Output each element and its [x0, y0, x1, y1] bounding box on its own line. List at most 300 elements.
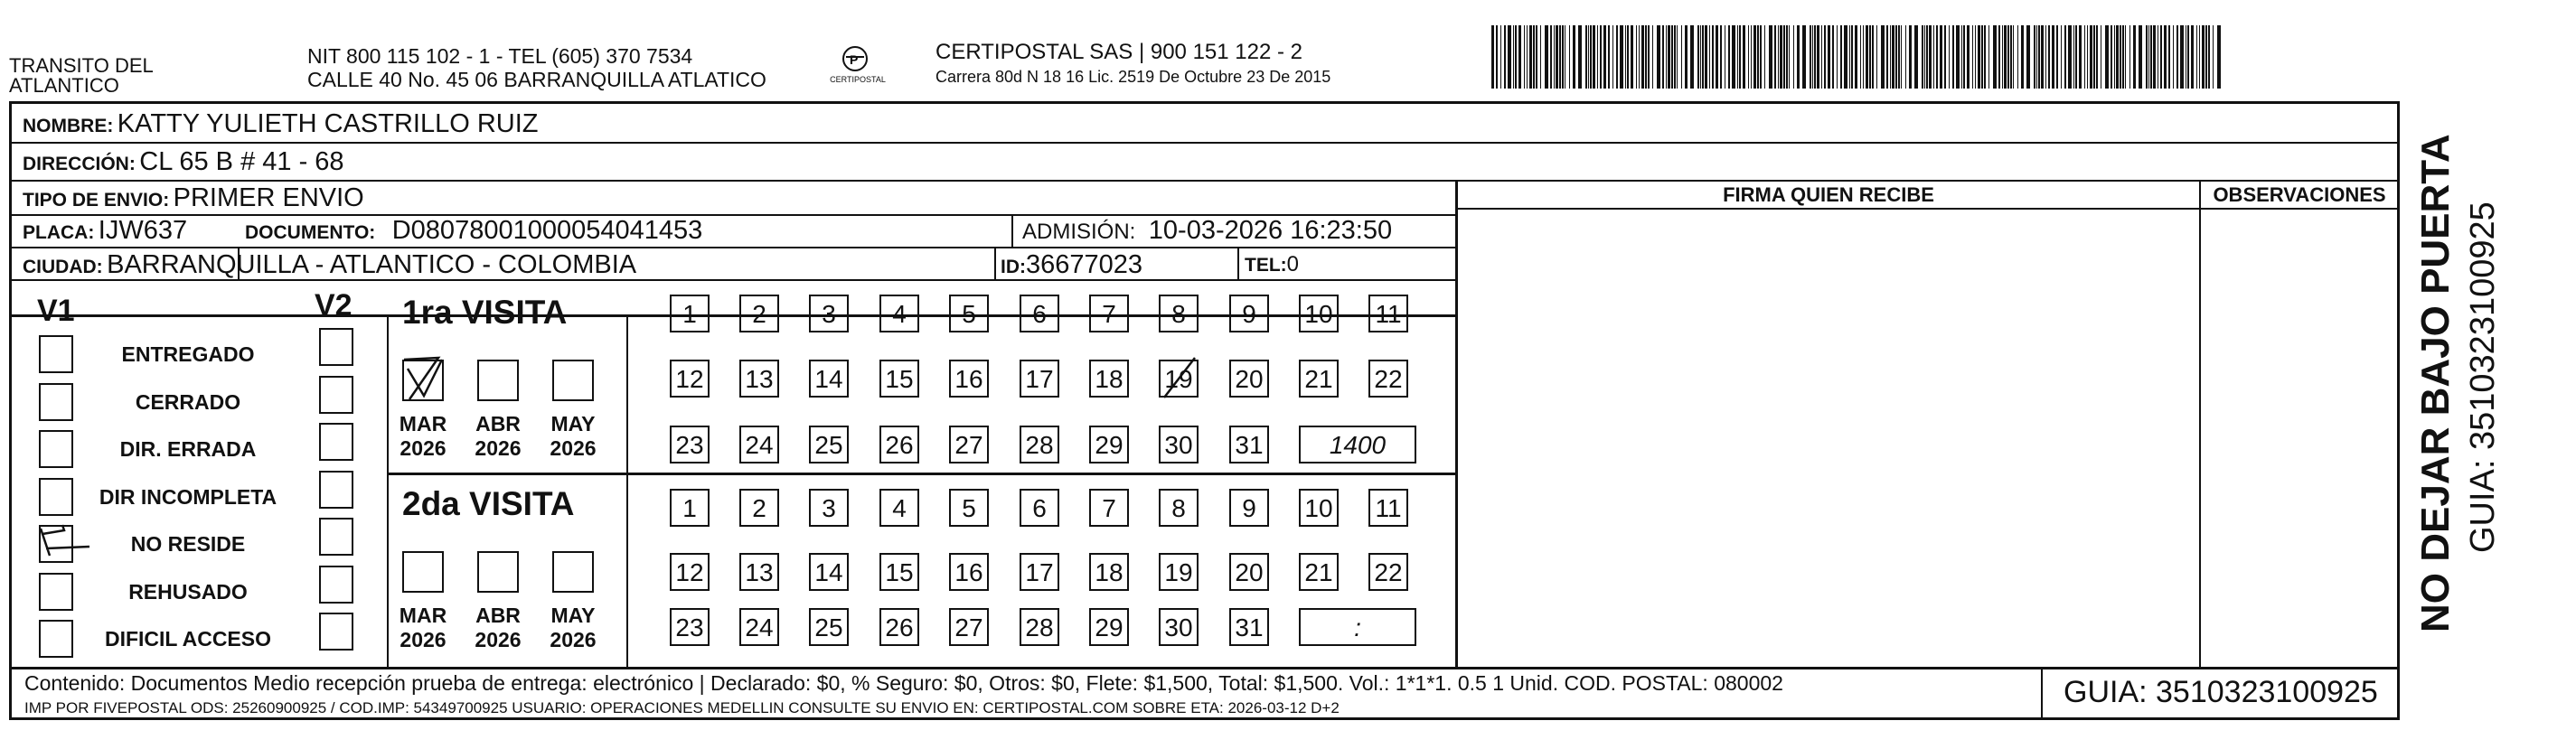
org-name — [9, 54, 154, 98]
barcode-bar — [1797, 25, 1800, 89]
barcode-bar — [1769, 25, 1772, 89]
v2-checkbox[interactable] — [319, 613, 353, 651]
barcode-bar — [1890, 25, 1891, 89]
day-box-3[interactable]: 3 — [809, 295, 849, 332]
barcode-bar — [1760, 25, 1762, 89]
day-box-28[interactable]: 28 — [1020, 608, 1059, 646]
barcode-bar — [1709, 25, 1710, 89]
barcode-bar — [2213, 25, 2214, 89]
visit-2-title: 2da VISITA — [402, 485, 575, 522]
admision-value: 10-03-2026 16:23:50 — [1148, 216, 1393, 245]
barcode-bar — [1944, 25, 1946, 89]
day-box-1[interactable]: 1 — [670, 295, 710, 332]
address-line: CALLE 40 No. 45 06 BARRANQUILLA ATLATICO — [307, 68, 766, 91]
barcode-bar — [1780, 25, 1782, 89]
v1-checkbox[interactable] — [39, 383, 73, 421]
barcode-bar — [1700, 25, 1701, 89]
barcode-bar — [1812, 25, 1813, 89]
barcode-bar — [1573, 25, 1575, 89]
day-box-3[interactable]: 3 — [809, 489, 849, 527]
barcode-bar — [2176, 25, 2178, 89]
day-box-21[interactable]: 21 — [1299, 360, 1339, 398]
barcode-bar — [2004, 25, 2007, 89]
status-label: NO RESIDE — [130, 532, 246, 556]
month-year: 2026 — [400, 436, 447, 460]
day-box-12[interactable]: 12 — [670, 553, 710, 591]
day-box-10[interactable]: 10 — [1299, 295, 1339, 332]
barcode-bar — [1844, 25, 1847, 89]
status-label: DIFICIL ACCESO — [104, 627, 271, 651]
documento-label: DOCUMENTO: — [245, 222, 376, 243]
month-name: ABR — [475, 604, 521, 627]
barcode-bar — [2048, 25, 2050, 89]
day-box-26[interactable]: 26 — [879, 426, 919, 463]
barcode-bar — [2217, 25, 2221, 89]
v2-checkbox[interactable] — [319, 376, 353, 414]
day-box-1[interactable]: 1 — [670, 489, 710, 527]
barcode-bar — [1814, 25, 1816, 89]
day-box-31[interactable]: 31 — [1229, 426, 1269, 463]
barcode-bar — [1892, 25, 1894, 89]
day-box-30[interactable]: 30 — [1159, 608, 1199, 646]
barcode-bar — [1681, 25, 1682, 89]
barcode-bar — [2010, 25, 2012, 89]
time-box[interactable]: 1400 — [1299, 426, 1416, 463]
barcode-bar — [1895, 25, 1897, 89]
barcode-bar — [1702, 25, 1704, 89]
barcode-bar — [2187, 25, 2189, 89]
barcode-bar — [1504, 25, 1506, 89]
day-mark — [1159, 356, 1204, 401]
barcode-bar — [1627, 25, 1629, 89]
day-box-15[interactable]: 15 — [879, 360, 919, 398]
month-name: MAR — [399, 412, 447, 435]
barcode-bar — [1764, 25, 1765, 89]
day-box-2[interactable]: 2 — [739, 295, 779, 332]
day-box-27[interactable]: 27 — [949, 608, 989, 646]
barcode-bar — [1898, 25, 1900, 89]
barcode-bar — [1671, 25, 1673, 89]
id-cell — [1001, 250, 1142, 280]
month-label — [391, 412, 455, 461]
barcode-bar — [1863, 25, 1864, 89]
barcode-bar — [1500, 25, 1501, 89]
barcode-bar — [2061, 25, 2062, 89]
day-box-17[interactable]: 17 — [1020, 360, 1059, 398]
barcode-bar — [2056, 25, 2058, 89]
day-box-23[interactable]: 23 — [670, 426, 710, 463]
placa-label: PLACA: — [23, 222, 95, 243]
day-box-14[interactable]: 14 — [809, 553, 849, 591]
day-box-15[interactable]: 15 — [879, 553, 919, 591]
barcode-bar — [2013, 25, 2014, 89]
barcode-bar — [2146, 25, 2148, 89]
month-checkbox-mar[interactable] — [402, 360, 444, 401]
barcode-bar — [1562, 25, 1564, 89]
barcode-bar — [2180, 25, 2184, 89]
ciudad-value: BARRANQUILLA - ATLANTICO - COLOMBIA — [107, 250, 637, 279]
barcode-bar — [2160, 25, 2162, 89]
day-box-6[interactable]: 6 — [1020, 295, 1059, 332]
day-box-26[interactable]: 26 — [879, 608, 919, 646]
barcode-bar — [1545, 25, 1548, 89]
barcode-bar — [1751, 25, 1752, 89]
month-year: 2026 — [550, 628, 597, 651]
day-box-9[interactable]: 9 — [1229, 295, 1269, 332]
day-box-19[interactable]: 19 — [1159, 360, 1199, 398]
visit-1-title: 1ra VISITA — [402, 294, 568, 331]
barcode-bar — [1668, 25, 1670, 89]
day-box-19[interactable]: 19 — [1159, 553, 1199, 591]
barcode-bar — [1496, 25, 1498, 89]
barcode-bar — [1657, 25, 1660, 89]
day-box-24[interactable]: 24 — [739, 608, 779, 646]
day-box-21[interactable]: 21 — [1299, 553, 1339, 591]
org-line-1: TRANSITO DEL — [9, 54, 154, 77]
day-box-16[interactable]: 16 — [949, 360, 989, 398]
barcode-bar — [2153, 25, 2156, 89]
guia-footer: GUIA: 3510323100925 — [2064, 675, 2378, 709]
day-box-20[interactable]: 20 — [1229, 360, 1269, 398]
barcode-bar — [2202, 25, 2205, 89]
barcode-bar — [1593, 25, 1595, 89]
day-box-29[interactable]: 29 — [1089, 426, 1129, 463]
barcode-bar — [1648, 25, 1650, 89]
day-box-18[interactable]: 18 — [1089, 360, 1129, 398]
barcode-bar — [1753, 25, 1756, 89]
barcode-bar — [2007, 25, 2009, 89]
day-box-11[interactable]: 11 — [1368, 489, 1408, 527]
month-checkbox-may[interactable] — [552, 360, 594, 401]
company-line: CERTIPOSTAL SAS | 900 151 122 - 2 — [935, 40, 1302, 64]
barcode-bar — [1662, 25, 1664, 89]
barcode-bar — [2034, 25, 2035, 89]
barcode-bar — [1757, 25, 1759, 89]
day-box-25[interactable]: 25 — [809, 426, 849, 463]
barcode-bar — [2105, 25, 2109, 89]
v1-checkbox[interactable] — [39, 478, 73, 516]
barcode-bar — [1993, 25, 1997, 89]
barcode-bar — [2064, 25, 2066, 89]
barcode-bar — [1712, 25, 1714, 89]
barcode-bar — [1956, 25, 1960, 89]
month-checkbox-abr[interactable] — [477, 360, 519, 401]
barcode-bar — [2073, 25, 2074, 89]
direccion-label: DIRECCIÓN: — [23, 154, 136, 174]
month-year: 2026 — [400, 628, 447, 651]
nombre-value: KATTY YULIETH CASTRILLO RUIZ — [117, 109, 539, 138]
day-box-18[interactable]: 18 — [1089, 553, 1129, 591]
barcode-bar — [1590, 25, 1592, 89]
day-box-22[interactable]: 22 — [1368, 553, 1408, 591]
barcode-bar — [2120, 25, 2121, 89]
barcode-bar — [1616, 25, 1618, 89]
barcode-bar — [1922, 25, 1923, 89]
day-box-23[interactable]: 23 — [670, 608, 710, 646]
barcode-bar — [2068, 25, 2072, 89]
barcode-bar — [1508, 25, 1511, 89]
placa-row — [23, 216, 187, 246]
barcode-bar — [1533, 25, 1535, 89]
barcode-bar — [1569, 25, 1570, 89]
v2-checkbox[interactable] — [319, 518, 353, 556]
day-box-24[interactable]: 24 — [739, 426, 779, 463]
barcode-bar — [1748, 25, 1749, 89]
day-box-4[interactable]: 4 — [879, 295, 919, 332]
barcode-bar — [1793, 25, 1794, 89]
v1-heading: V1 — [37, 294, 75, 328]
barcode-bar — [1518, 25, 1521, 89]
barcode-bar — [1737, 25, 1738, 89]
admision-label: ADMISIÓN: — [1022, 220, 1136, 244]
day-box-7[interactable]: 7 — [1089, 295, 1129, 332]
day-box-17[interactable]: 17 — [1020, 553, 1059, 591]
barcode-bar — [1588, 25, 1589, 89]
barcode-bar — [2168, 25, 2170, 89]
barcode-bar — [1963, 25, 1965, 89]
org-line-2: ATLANTICO — [9, 74, 119, 97]
barcode — [1491, 25, 2225, 89]
barcode-bar — [1961, 25, 1962, 89]
barcode-bar — [2164, 25, 2167, 89]
barcode-bar — [2084, 25, 2085, 89]
month-checkbox-abr[interactable] — [477, 551, 519, 593]
v1-checkbox[interactable] — [39, 430, 73, 468]
barcode-bar — [2125, 25, 2126, 89]
barcode-bar — [1984, 25, 1986, 89]
logo-text: CERTIPOSTAL — [830, 75, 886, 84]
barcode-bar — [1612, 25, 1613, 89]
barcode-bar — [1705, 25, 1707, 89]
barcode-bar — [1886, 25, 1888, 89]
month-name: ABR — [475, 412, 521, 435]
barcode-bar — [1636, 25, 1637, 89]
svg-text:P: P — [850, 52, 859, 67]
barcode-bar — [1786, 25, 1788, 89]
barcode-bar — [1550, 25, 1552, 89]
day-box-4[interactable]: 4 — [879, 489, 919, 527]
barcode-bar — [2148, 25, 2149, 89]
firma-heading: FIRMA QUIEN RECIBE — [1723, 183, 1934, 206]
id-value: 36677023 — [1026, 250, 1143, 279]
barcode-bar — [1631, 25, 1633, 89]
tipo-value: PRIMER ENVIO — [173, 183, 364, 212]
day-box-16[interactable]: 16 — [949, 553, 989, 591]
barcode-bar — [1876, 25, 1877, 89]
day-box-5[interactable]: 5 — [949, 295, 989, 332]
day-box-10[interactable]: 10 — [1299, 489, 1339, 527]
tipo-label: TIPO DE ENVIO: — [23, 190, 170, 211]
barcode-bar — [1625, 25, 1626, 89]
day-box-7[interactable]: 7 — [1089, 489, 1129, 527]
barcode-bar — [1603, 25, 1606, 89]
barcode-bar — [1666, 25, 1667, 89]
status-label: REHUSADO — [128, 579, 248, 604]
barcode-bar — [1685, 25, 1688, 89]
v2-checkbox[interactable] — [319, 566, 353, 604]
day-box-13[interactable]: 13 — [739, 360, 779, 398]
barcode-bar — [1855, 25, 1857, 89]
barcode-bar — [2079, 25, 2082, 89]
barcode-bar — [2208, 25, 2210, 89]
barcode-bar — [1810, 25, 1811, 89]
nombre-row — [23, 109, 539, 139]
v2-checkbox[interactable] — [319, 423, 353, 461]
day-box-5[interactable]: 5 — [949, 489, 989, 527]
barcode-bar — [1840, 25, 1842, 89]
day-box-22[interactable]: 22 — [1368, 360, 1408, 398]
day-box-8[interactable]: 8 — [1159, 489, 1199, 527]
ciudad-row — [23, 250, 636, 280]
barcode-bar — [1972, 25, 1973, 89]
barcode-bar — [1677, 25, 1678, 89]
barcode-bar — [2096, 25, 2098, 89]
month-year: 2026 — [550, 436, 597, 460]
v2-checkbox[interactable] — [319, 328, 353, 366]
barcode-bar — [1824, 25, 1826, 89]
barcode-bar — [1828, 25, 1830, 89]
barcode-bar — [1652, 25, 1653, 89]
direccion-row — [23, 147, 344, 177]
tel-cell — [1245, 252, 1299, 277]
barcode-bar — [1527, 25, 1528, 89]
barcode-bar — [1802, 25, 1806, 89]
day-box-6[interactable]: 6 — [1020, 489, 1059, 527]
day-box-14[interactable]: 14 — [809, 360, 849, 398]
barcode-bar — [1821, 25, 1822, 89]
day-box-31[interactable]: 31 — [1229, 608, 1269, 646]
barcode-bar — [1608, 25, 1610, 89]
status-label: DIR. ERRADA — [119, 437, 257, 461]
v1-checkbox[interactable] — [39, 525, 73, 563]
barcode-bar — [1949, 25, 1950, 89]
barcode-bar — [1981, 25, 1983, 89]
day-box-28[interactable]: 28 — [1020, 426, 1059, 463]
tel-label: TEL: — [1245, 255, 1287, 276]
guide-form — [9, 101, 2400, 720]
month-label — [391, 604, 455, 652]
barcode-bar — [2090, 25, 2092, 89]
barcode-bar — [1926, 25, 1928, 89]
v1-checkbox[interactable] — [39, 573, 73, 611]
barcode-bar — [2038, 25, 2040, 89]
contenido-text: Contenido: Documentos Medio recepción prueba de entrega: electrónico | Declarado: $0, % Seguro: $0, Otros: $0, Flete: $1,500, Total: $1,500. Vol.: 1*1*1. 0.5 1 Unid. COD. POSTAL: 080002 — [24, 671, 1783, 695]
barcode-bar — [1929, 25, 1932, 89]
month-label — [466, 604, 530, 652]
side-guia-text: GUIA: 3510323100925 — [2464, 201, 2502, 553]
time-box[interactable]: : — [1299, 608, 1416, 646]
barcode-bar — [1578, 25, 1582, 89]
barcode-bar — [1639, 25, 1640, 89]
direccion-value: CL 65 B # 41 - 68 — [139, 147, 344, 176]
day-box-8[interactable]: 8 — [1159, 295, 1199, 332]
barcode-bar — [2052, 25, 2054, 89]
month-checkbox-may[interactable] — [552, 551, 594, 593]
license-line: Carrera 80d N 18 16 Lic. 2519 De Octubre 23 De 2015 — [935, 68, 1331, 86]
barcode-bar — [1881, 25, 1885, 89]
barcode-bar — [1559, 25, 1561, 89]
barcode-bar — [2150, 25, 2152, 89]
v1-checkbox[interactable] — [39, 335, 73, 373]
barcode-bar — [1952, 25, 1954, 89]
barcode-bar — [1513, 25, 1514, 89]
placa-value: IJW637 — [98, 216, 188, 245]
barcode-bar — [1585, 25, 1587, 89]
barcode-bar — [2196, 25, 2197, 89]
v1-checkbox[interactable] — [39, 620, 73, 658]
barcode-bar — [2133, 25, 2136, 89]
barcode-bar — [1936, 25, 1938, 89]
barcode-bar — [1924, 25, 1925, 89]
day-box-29[interactable]: 29 — [1089, 608, 1129, 646]
month-year: 2026 — [475, 628, 522, 651]
barcode-bar — [2041, 25, 2044, 89]
barcode-bar — [1914, 25, 1918, 89]
barcode-bar — [1849, 25, 1850, 89]
day-box-9[interactable]: 9 — [1229, 489, 1269, 527]
barcode-bar — [2036, 25, 2037, 89]
barcode-bar — [2173, 25, 2174, 89]
observaciones-heading: OBSERVACIONES — [2213, 183, 2386, 206]
day-box-2[interactable]: 2 — [739, 489, 779, 527]
certipostal-logo — [813, 41, 897, 93]
barcode-bar — [2139, 25, 2142, 89]
barcode-bar — [1674, 25, 1676, 89]
barcode-bar — [2122, 25, 2124, 89]
day-box-25[interactable]: 25 — [809, 608, 849, 646]
nombre-label: NOMBRE: — [23, 116, 114, 136]
barcode-bar — [2093, 25, 2095, 89]
day-box-27[interactable]: 27 — [949, 426, 989, 463]
month-name: MAR — [399, 604, 447, 627]
day-box-30[interactable]: 30 — [1159, 426, 1199, 463]
barcode-bar — [1743, 25, 1745, 89]
id-label: ID: — [1001, 257, 1026, 277]
day-box-13[interactable]: 13 — [739, 553, 779, 591]
barcode-bar — [1515, 25, 1517, 89]
barcode-bar — [1789, 25, 1790, 89]
barcode-bar — [1716, 25, 1718, 89]
barcode-bar — [1860, 25, 1861, 89]
day-box-12[interactable]: 12 — [670, 360, 710, 398]
barcode-bar — [1720, 25, 1722, 89]
barcode-bar — [2002, 25, 2003, 89]
barcode-bar — [1978, 25, 1980, 89]
barcode-bar — [1909, 25, 1912, 89]
documento-cell — [245, 216, 702, 246]
barcode-bar — [1988, 25, 1989, 89]
month-year: 2026 — [475, 436, 522, 460]
barcode-bar — [1697, 25, 1699, 89]
barcode-bar — [1933, 25, 1934, 89]
month-checkbox-mar[interactable] — [402, 551, 444, 593]
barcode-bar — [1851, 25, 1853, 89]
barcode-bar — [2116, 25, 2119, 89]
tipo-row — [23, 183, 364, 213]
barcode-bar — [2026, 25, 2030, 89]
barcode-bar — [1967, 25, 1970, 89]
barcode-bar — [2045, 25, 2046, 89]
barcode-bar — [1866, 25, 1868, 89]
day-box-11[interactable]: 11 — [1368, 295, 1408, 332]
month-label — [541, 412, 605, 461]
nit-line: NIT 800 115 102 - 1 - TEL (605) 370 7534 — [307, 44, 693, 68]
barcode-bar — [1998, 25, 2000, 89]
barcode-bar — [2129, 25, 2130, 89]
day-box-20[interactable]: 20 — [1229, 553, 1269, 591]
month-name: MAY — [550, 412, 596, 435]
v2-checkbox[interactable] — [319, 471, 353, 509]
